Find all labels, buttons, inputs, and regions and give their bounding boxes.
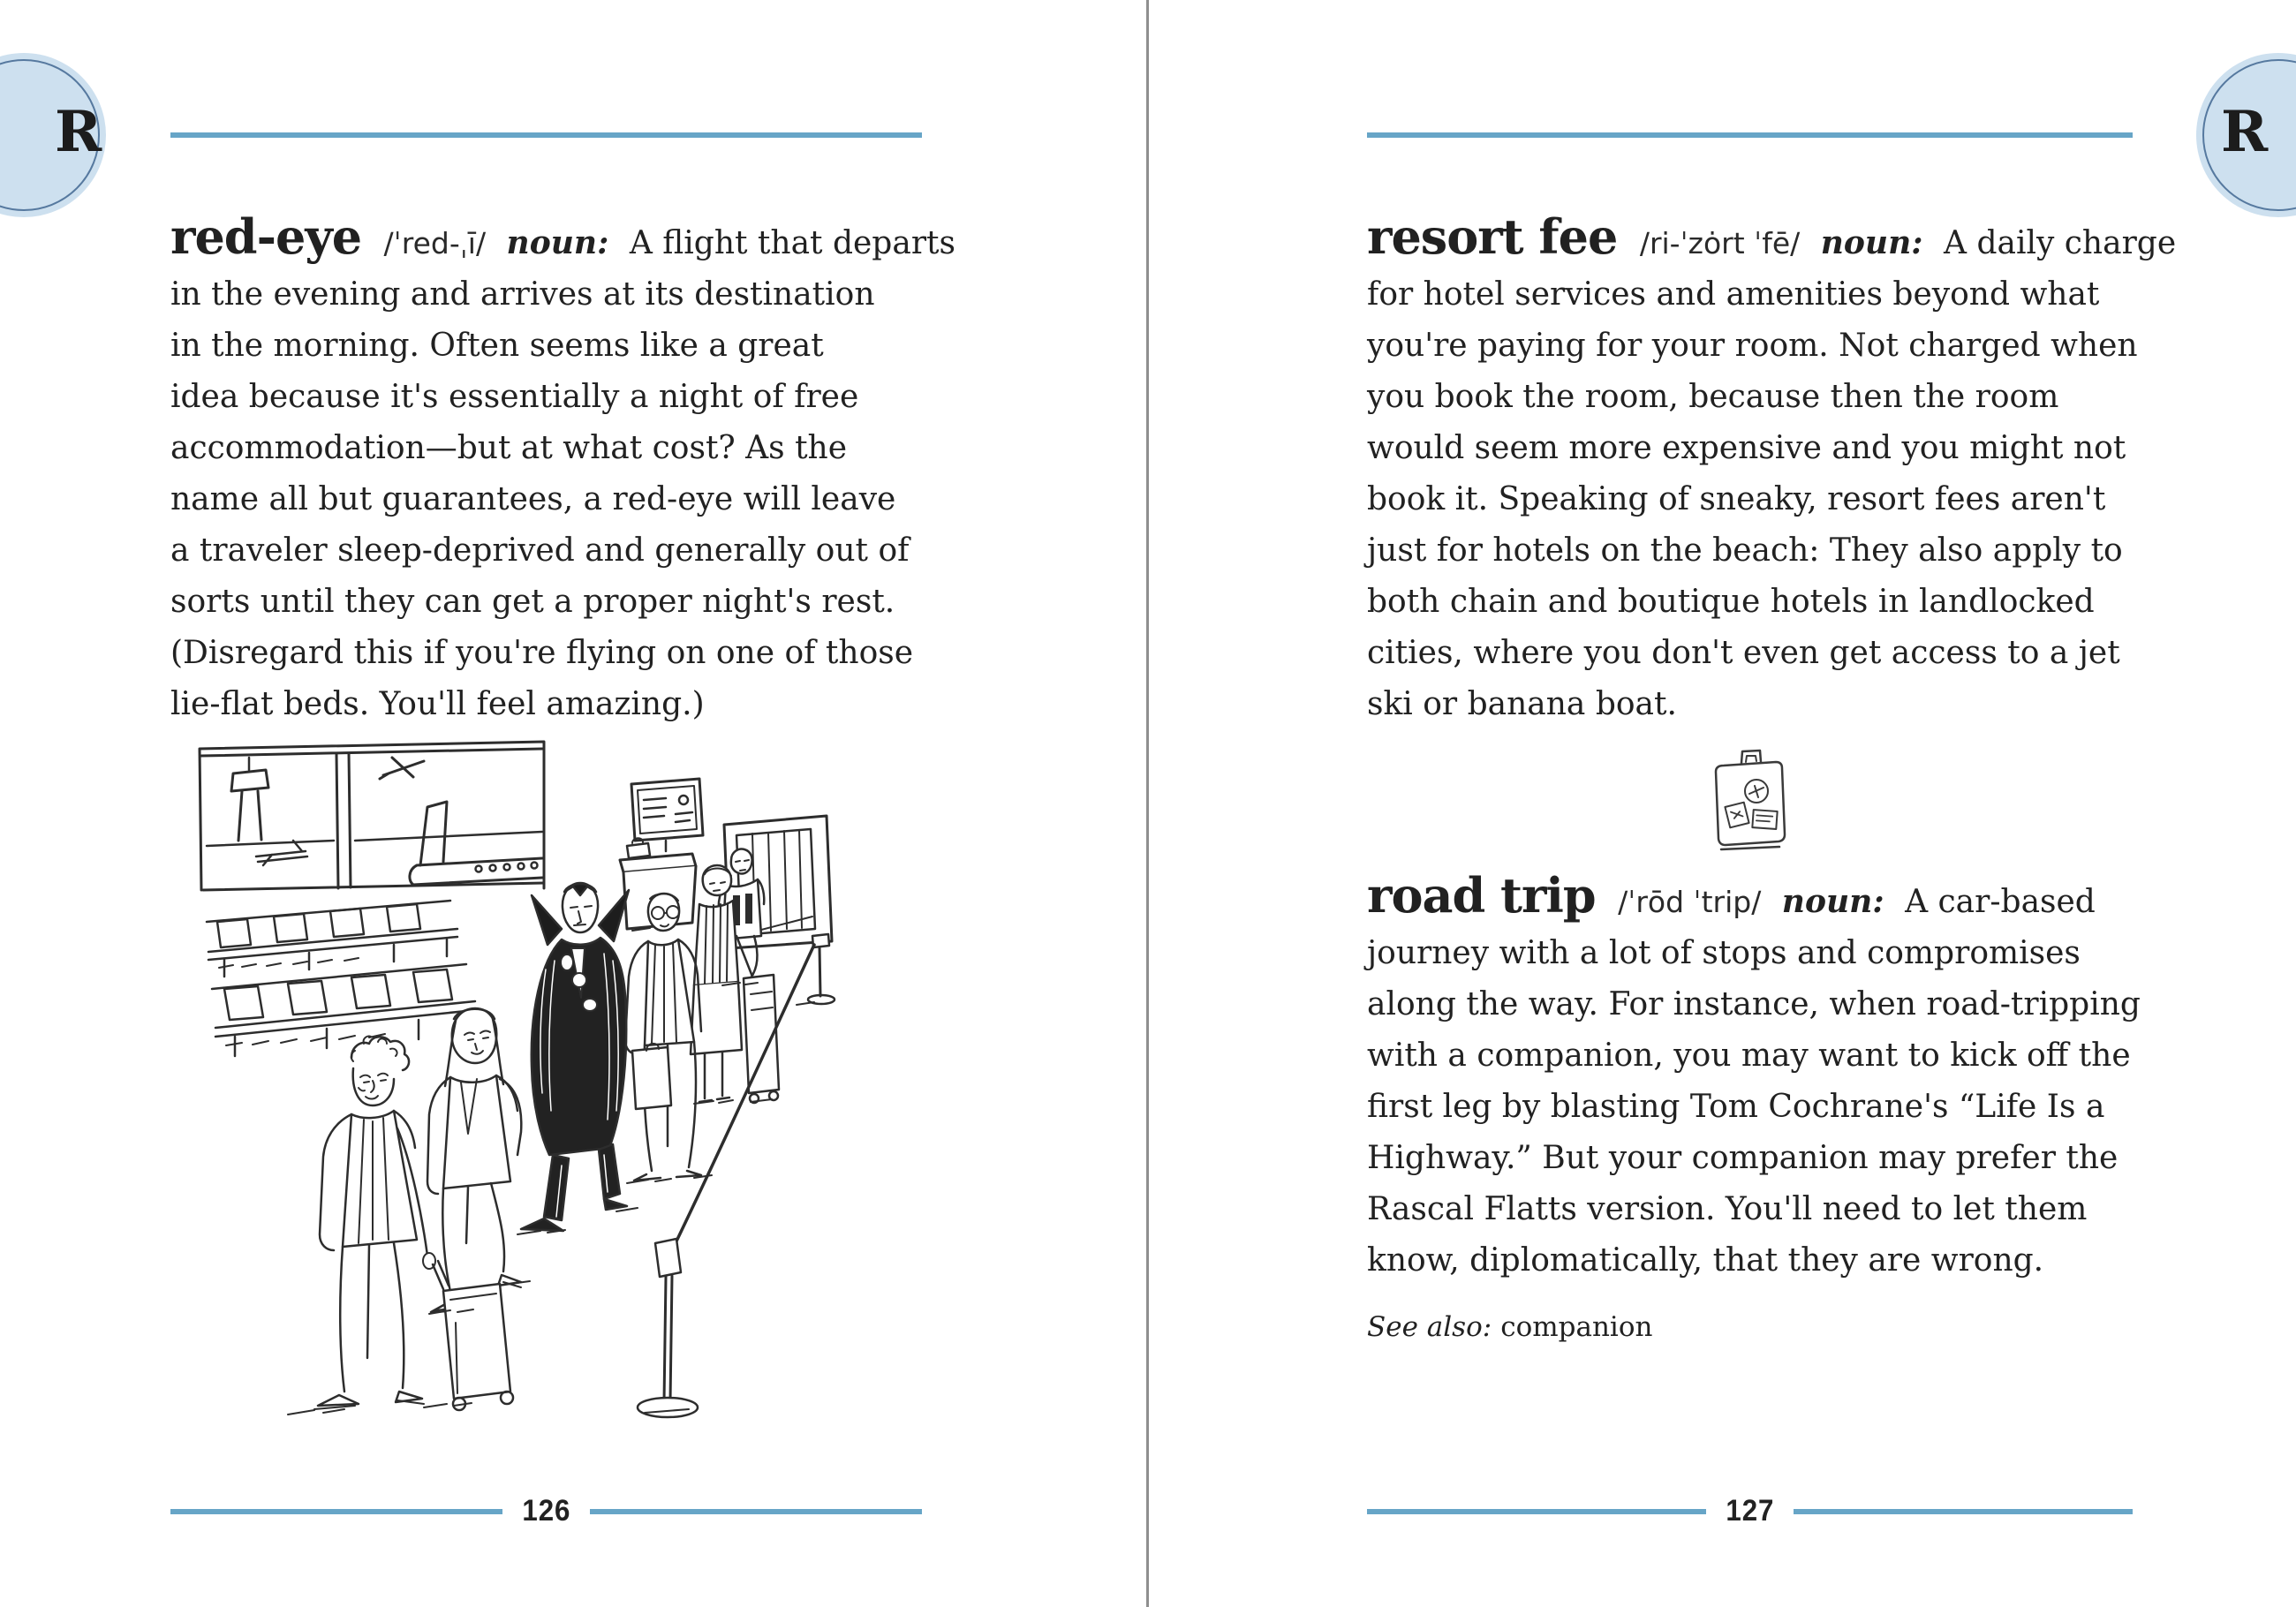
definition-line: idea because it's essentially a night of free [170,379,859,415]
footer-rule [1794,1509,2133,1514]
entry-pronunciation: /ˈrōd ˈtrip/ [1618,885,1762,919]
entry-definition-lead: A daily charge [1944,225,2177,261]
entry-road-trip [1367,867,2140,1345]
definition-line: a traveler sleep-deprived and generally out of [170,532,910,569]
definition-line: name all but guarantees, a red-eye will leave [170,481,896,517]
page-gutter-divider [1146,0,1149,1607]
jet-tail-fin [420,802,447,865]
definition-line: would seem more expensive and you might not [1367,430,2126,466]
definition-line: with a companion, you may want to kick off the [1367,1037,2131,1074]
definition-line: (Disregard this if you're flying on one of those [170,635,914,671]
left-alphabet-tab [0,53,106,217]
entry-part-of-speech: noun: [1820,224,1923,261]
definition-line: journey with a lot of stops and compromises [1367,935,2081,971]
entry-first-line [170,208,955,269]
entry-first-line [1367,867,2140,928]
footer-rule [170,1509,502,1514]
definition-line: book it. Speaking of sneaky, resort fees aren't [1367,481,2106,517]
window-frame [200,742,544,890]
footer-rule [590,1509,922,1514]
definition-line: know, diplomatically, that they are wrong. [1367,1242,2044,1279]
entry-definition-lead: A flight that departs [629,225,955,261]
entry-definition-lines [1367,269,2140,730]
airport-red-eye-cartoon-illustration [132,740,857,1439]
control-tower [238,791,261,841]
definition-line: you're paying for your room. Not charged when [1367,328,2138,364]
entry-headword: road trip [1367,867,1596,924]
traveler-vampire [521,883,629,1231]
entry-resort-fee [1367,208,2177,730]
definition-line: cities, where you don't even get access to a jet [1367,635,2120,671]
definition-line: you book the room, because then the room [1367,379,2059,415]
left-page-footer [170,1494,922,1528]
entry-definition-lead: A car-based [1905,884,2096,920]
left-page-top-rule [170,132,922,138]
see-also-term: companion [1500,1311,1653,1343]
entry-first-line [1367,208,2177,269]
entry-definition-lines [170,269,930,730]
see-also-label: See also: [1367,1311,1492,1343]
definition-line: first leg by blasting Tom Cochrane's “Life Is a [1367,1089,2105,1125]
right-page-top-rule [1367,132,2133,138]
entry-part-of-speech: noun: [506,224,609,261]
tab-letter: R [55,99,102,165]
definition-line: just for hotels on the beach: They also apply to [1367,532,2123,569]
footer-rule [1367,1509,1706,1514]
definition-line: sorts until they can get a proper night's rest. [170,584,895,620]
definition-line: along the way. For instance, when road-tripping [1367,986,2141,1022]
definition-line: accommodation—but at what cost? As the [170,430,848,466]
suitcase-icon [1710,747,1791,853]
right-alphabet-tab [2196,53,2296,217]
traveler-older-man [625,894,701,1181]
entry-headword: resort fee [1367,208,1618,265]
definition-line: both chain and boutique hotels in landlocked [1367,584,2095,620]
definition-line: in the evening and arrives at its destination [170,276,875,313]
definition-line: Rascal Flatts version. You'll need to let them [1367,1191,2088,1227]
definition-line: for hotel services and amenities beyond what [1367,276,2100,313]
definition-line: Highway.” But your companion may prefer the [1367,1140,2119,1176]
window-sill [203,883,544,890]
page-number: 126 [522,1494,570,1528]
horizon-left [207,841,334,846]
see-also [1367,1309,2140,1345]
page-number: 127 [1726,1494,1774,1528]
entry-part-of-speech: noun: [1781,883,1884,920]
entry-headword: red-eye [170,208,362,265]
window-mullion [336,753,351,888]
definition-line: lie-flat beds. You'll feel amazing.) [170,686,705,722]
horizon-right [355,832,542,841]
entry-pronunciation: /ri-ˈzȯrt ˈfē/ [1639,226,1801,260]
airport-seating [207,901,475,1056]
definition-line: in the morning. Often seems like a great [170,328,824,364]
flying-plane [380,758,424,779]
entry-pronunciation: /ˈred-ˌī/ [383,226,487,260]
definition-line: ski or banana boat. [1367,686,1677,722]
entry-red-eye [170,208,955,730]
entry-definition-lines [1367,928,2140,1286]
right-page-footer [1367,1494,2133,1528]
tab-letter: R [2221,99,2269,165]
